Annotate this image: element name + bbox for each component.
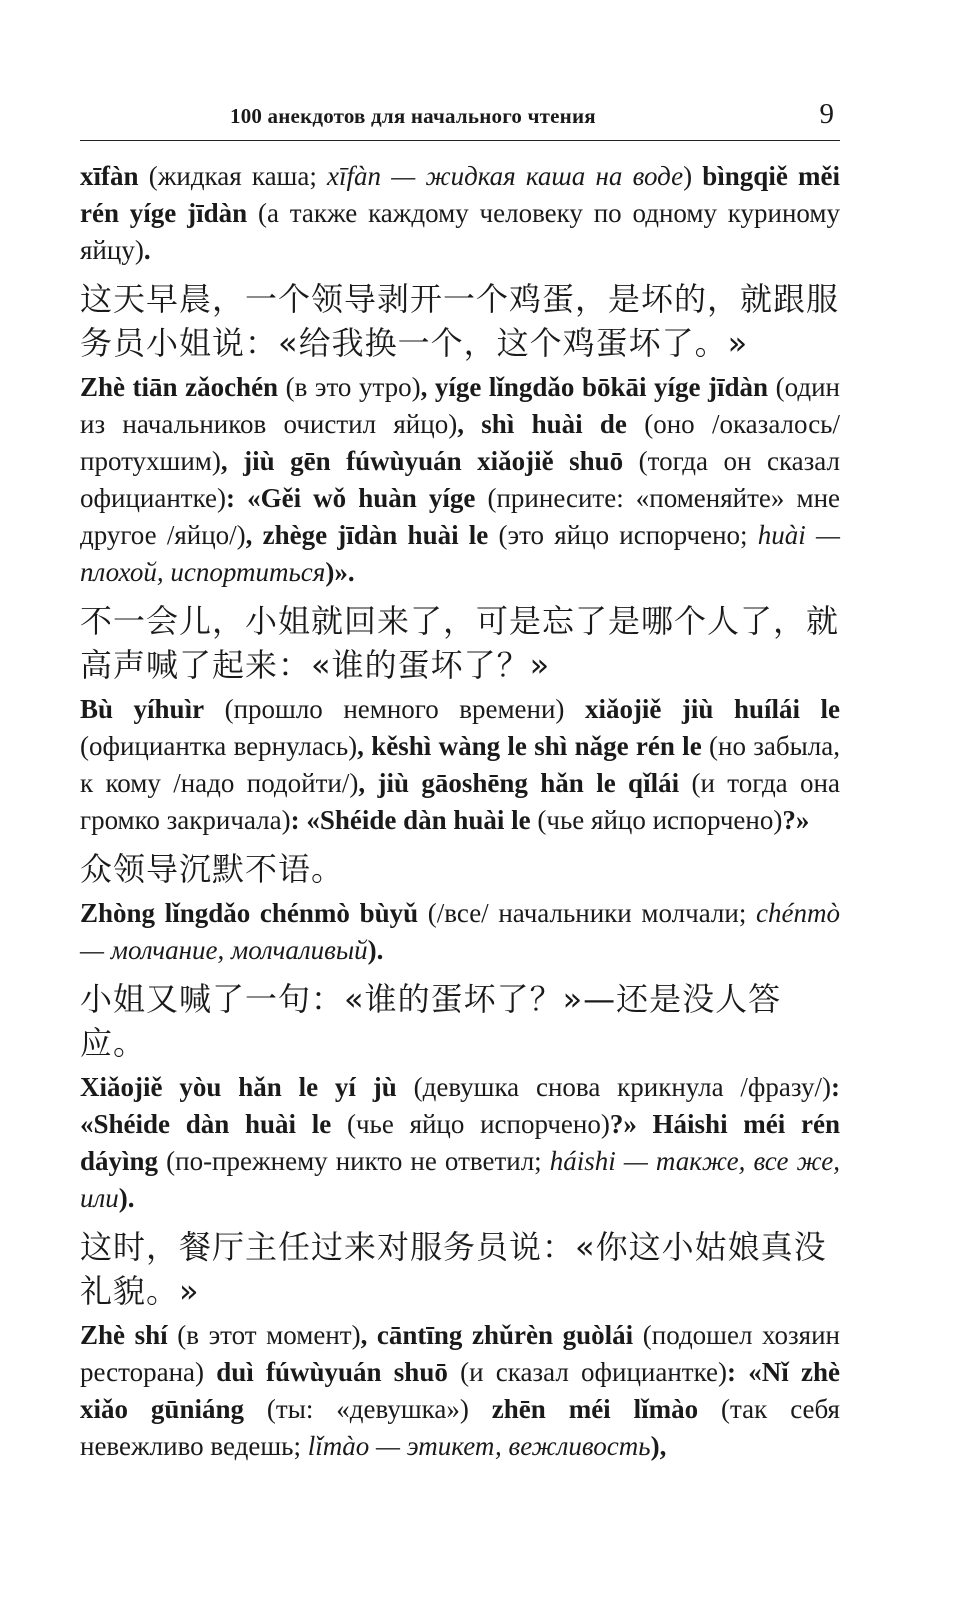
punctuation: ?» bbox=[782, 805, 810, 835]
gloss-text: (и сказал официантке) bbox=[447, 1357, 728, 1387]
chinese-text-3: 众领导沉默不语。 bbox=[80, 850, 345, 888]
pinyin-bold: ?» Háishi méi rén dáyìng bbox=[80, 1109, 840, 1176]
gloss-text: (прошло немного времени) bbox=[204, 694, 585, 724]
pinyin-bold: , yíge lǐngdǎo bōkāi yíge jīdàn bbox=[420, 372, 769, 402]
chinese-text-1: 这天早晨，一个领导剥开一个鸡蛋，是坏的，就跟服务员小姐说：«给我换一个，这个鸡蛋坏了。» bbox=[80, 280, 840, 362]
punctuation: . bbox=[143, 235, 151, 265]
gloss-text: (чье яйцо испорчено) bbox=[530, 805, 783, 835]
gloss-text: (жидкая каша; bbox=[138, 161, 328, 191]
gloss-text: (в этот момент) bbox=[167, 1320, 361, 1350]
gloss-text: (в это утро) bbox=[278, 372, 421, 402]
italic-note: chénmò — молчание, молчаливый bbox=[80, 898, 840, 965]
punctuation: ), bbox=[650, 1431, 667, 1461]
gloss-text: (по-прежнему никто не ответил; bbox=[158, 1146, 550, 1176]
pinyin-bold: xiǎojiě jiù huílái le bbox=[584, 694, 841, 724]
pinyin-bold: xīfàn bbox=[80, 161, 139, 191]
italic-note: lǐmào — этикет, вежливость bbox=[307, 1431, 651, 1461]
pinyin-bold: , kěshì wàng le shì nǎge rén le bbox=[357, 731, 702, 761]
gloss-text: (чье яйцо испорчено) bbox=[331, 1109, 610, 1139]
italic-note: xīfàn — жидкая каша на воде bbox=[327, 161, 684, 191]
chinese-text-4: 小姐又喊了一句：«谁的蛋坏了？»—还是没人答应。 bbox=[80, 980, 782, 1062]
pinyin-bold: Zhòng lǐngdǎo chénmò bùyǔ bbox=[80, 898, 419, 928]
punctuation: )». bbox=[325, 557, 355, 587]
pinyin-bold: , shì huài de bbox=[457, 409, 627, 439]
gloss-text: (ты: «девушка») bbox=[244, 1394, 492, 1424]
page-number: 9 bbox=[819, 98, 834, 130]
pinyin-bold: , zhège jīdàn huài le bbox=[245, 520, 489, 550]
gloss-text: (/все/ начальники молчали; bbox=[418, 898, 757, 928]
pinyin-bold: duì fúwùyuán shuō bbox=[216, 1357, 448, 1387]
pinyin-bold: bìngqiě měi rén yíge jīdàn bbox=[80, 161, 840, 228]
gloss-text: (один из начальников очистил яйцо) bbox=[80, 372, 840, 439]
paragraph-6 bbox=[80, 1317, 840, 1465]
pinyin-bold: Zhè shí bbox=[80, 1320, 168, 1350]
pinyin-bold: : «Shéide dàn huài le bbox=[290, 805, 531, 835]
pinyin-bold: zhēn méi lǐmào bbox=[491, 1394, 699, 1424]
italic-note: háishi — также, все же, или bbox=[80, 1146, 840, 1213]
paragraph-1 bbox=[80, 158, 840, 269]
gloss-text: (принесите: «поменяйте» мне другое /яйцо/) bbox=[80, 483, 841, 550]
paragraph-2 bbox=[80, 369, 840, 591]
page-body bbox=[80, 158, 840, 1465]
running-head bbox=[80, 96, 840, 141]
italic-note: huài — плохой, испортиться bbox=[80, 520, 840, 587]
paragraph-3 bbox=[80, 691, 840, 839]
pinyin-bold: Bù yíhuìr bbox=[80, 694, 205, 724]
gloss-text: (но забыла, к кому /надо подойти/) bbox=[80, 731, 841, 798]
punctuation: ). bbox=[118, 1183, 135, 1213]
pinyin-bold: : «Nǐ zhè xiǎo gūniáng bbox=[80, 1357, 840, 1424]
pinyin-bold: : «Shéide dàn huài le bbox=[80, 1072, 840, 1139]
gloss-text: (подошел хозяин ресторана) bbox=[80, 1320, 840, 1387]
paragraph-4 bbox=[80, 895, 840, 969]
gloss-text: (официантка вернулась) bbox=[80, 731, 358, 761]
gloss-text: (так себя невежливо ведешь; bbox=[80, 1394, 840, 1461]
gloss-text: (а также каждому человеку по одному куриному яйцу) bbox=[80, 198, 840, 265]
pinyin-bold: Zhè tiān zǎochén bbox=[80, 372, 279, 402]
pinyin-bold: , jiù gēn fúwùyuán xiǎojiě shuō bbox=[220, 446, 624, 476]
pinyin-bold: : «Gěi wǒ huàn yíge bbox=[226, 483, 476, 513]
gloss-text: ) bbox=[683, 161, 703, 191]
gloss-text: (и тогда она громко закричала) bbox=[80, 768, 840, 835]
gloss-text: (тогда он сказал официантке) bbox=[80, 446, 840, 513]
chinese-text-5: 这时，餐厅主任过来对服务员说：«你这小姑娘真没礼貌。» bbox=[80, 1228, 827, 1310]
gloss-text: (это яйцо испорчено; bbox=[488, 520, 758, 550]
running-head-title: 100 анекдотов для начального чтения bbox=[230, 104, 596, 128]
chinese-text-2: 不一会儿，小姐就回来了，可是忘了是哪个人了，就高声喊了起来：«谁的蛋坏了？» bbox=[80, 602, 840, 684]
pinyin-bold: , cāntīng zhǔrèn guòlái bbox=[360, 1320, 634, 1350]
paragraph-5 bbox=[80, 1069, 840, 1217]
pinyin-bold: Xiǎojiě yòu hǎn le yí jù bbox=[80, 1072, 397, 1102]
pinyin-bold: , jiù gāoshēng hǎn le qǐlái bbox=[358, 768, 680, 798]
gloss-text: (оно /оказалось/ протухшим) bbox=[80, 409, 840, 476]
gloss-text: (девушка снова крикнула /фразу/) bbox=[396, 1072, 831, 1102]
punctuation: ). bbox=[367, 935, 384, 965]
